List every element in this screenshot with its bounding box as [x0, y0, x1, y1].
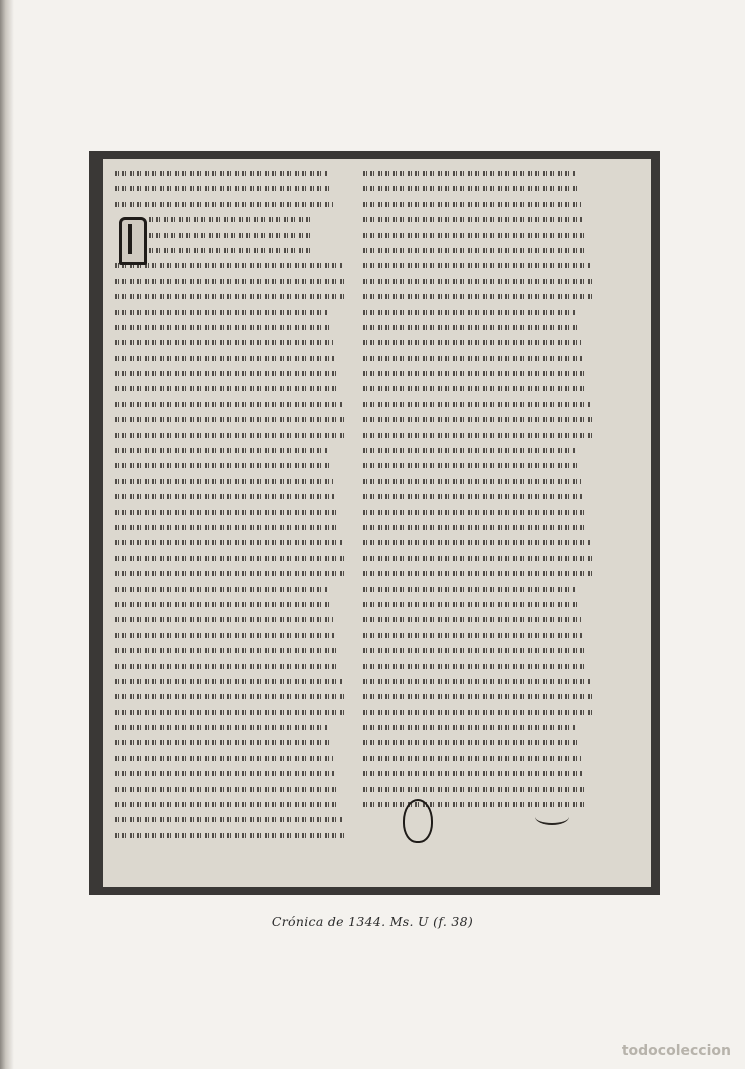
manuscript-line	[115, 427, 347, 442]
manuscript-line	[115, 596, 347, 611]
manuscript-line	[363, 427, 595, 442]
manuscript-line	[115, 319, 347, 334]
manuscript-line	[363, 196, 595, 211]
manuscript-line	[363, 273, 595, 288]
manuscript-line	[115, 304, 347, 319]
manuscript-line	[363, 365, 595, 380]
figure-caption: Crónica de 1344. Ms. U (f. 38)	[271, 914, 474, 929]
manuscript-line	[115, 611, 347, 626]
manuscript-line	[363, 504, 595, 519]
manuscript-line	[363, 457, 595, 472]
manuscript-line	[115, 257, 347, 272]
manuscript-line	[363, 534, 595, 549]
manuscript-line	[363, 658, 595, 673]
manuscript-line	[363, 334, 595, 349]
manuscript-line	[115, 288, 347, 303]
manuscript-line	[363, 165, 595, 180]
manuscript-line	[115, 642, 347, 657]
manuscript-line	[115, 796, 347, 811]
manuscript-line	[363, 519, 595, 534]
manuscript-line	[363, 611, 595, 626]
manuscript-line	[363, 781, 595, 796]
manuscript-line	[363, 719, 595, 734]
manuscript-line	[363, 319, 595, 334]
manuscript-flourish	[535, 809, 569, 825]
manuscript-line	[115, 719, 347, 734]
page-gutter-shadow	[0, 0, 14, 1069]
manuscript-line	[363, 180, 595, 195]
manuscript-line	[115, 688, 347, 703]
manuscript-line	[115, 565, 347, 580]
manuscript-line	[115, 704, 347, 719]
manuscript-line	[115, 519, 347, 534]
manuscript-line	[115, 457, 347, 472]
manuscript-line	[115, 781, 347, 796]
manuscript-line	[115, 534, 347, 549]
manuscript-line	[363, 227, 595, 242]
manuscript-line	[115, 504, 347, 519]
manuscript-line	[115, 734, 347, 749]
manuscript-line	[115, 658, 347, 673]
manuscript-line	[115, 581, 347, 596]
manuscript-line	[115, 334, 347, 349]
manuscript-line	[363, 396, 595, 411]
decorated-initial	[119, 217, 147, 265]
manuscript-line	[115, 165, 347, 180]
manuscript-line	[115, 365, 347, 380]
manuscript-line	[363, 411, 595, 426]
manuscript-line	[363, 442, 595, 457]
manuscript-line	[115, 827, 347, 842]
manuscript-line	[363, 288, 595, 303]
manuscript-line	[149, 242, 347, 257]
manuscript-line	[115, 811, 347, 826]
manuscript-line	[363, 673, 595, 688]
manuscript-line	[149, 227, 347, 242]
manuscript-line	[115, 380, 347, 395]
manuscript-line	[149, 211, 347, 226]
manuscript-line	[115, 488, 347, 503]
manuscript-line	[363, 242, 595, 257]
manuscript-line	[115, 180, 347, 195]
manuscript-line	[363, 211, 595, 226]
manuscript-line	[363, 581, 595, 596]
site-watermark: todocoleccion	[621, 1043, 731, 1059]
manuscript-line	[363, 704, 595, 719]
manuscript-line	[115, 627, 347, 642]
manuscript-line	[115, 196, 347, 211]
manuscript-line	[363, 565, 595, 580]
manuscript-line	[115, 411, 347, 426]
manuscript-line	[115, 765, 347, 780]
manuscript-folio-image	[103, 159, 651, 887]
manuscript-line	[363, 750, 595, 765]
manuscript-line	[115, 750, 347, 765]
manuscript-line	[363, 688, 595, 703]
manuscript-line	[115, 396, 347, 411]
manuscript-line	[363, 550, 595, 565]
manuscript-line	[115, 273, 347, 288]
manuscript-line	[363, 734, 595, 749]
manuscript-line	[115, 350, 347, 365]
manuscript-line	[115, 473, 347, 488]
manuscript-line	[363, 350, 595, 365]
manuscript-column-left	[115, 165, 347, 842]
manuscript-line	[363, 488, 595, 503]
manuscript-line	[363, 473, 595, 488]
manuscript-line	[363, 642, 595, 657]
manuscript-line	[115, 673, 347, 688]
manuscript-seal-mark	[403, 799, 433, 843]
manuscript-line	[363, 627, 595, 642]
manuscript-column-right	[363, 165, 595, 811]
manuscript-line	[363, 257, 595, 272]
manuscript-line	[115, 442, 347, 457]
manuscript-line	[363, 304, 595, 319]
manuscript-line	[363, 596, 595, 611]
manuscript-line	[363, 380, 595, 395]
manuscript-line	[115, 550, 347, 565]
manuscript-plate	[89, 151, 660, 895]
manuscript-line	[363, 765, 595, 780]
